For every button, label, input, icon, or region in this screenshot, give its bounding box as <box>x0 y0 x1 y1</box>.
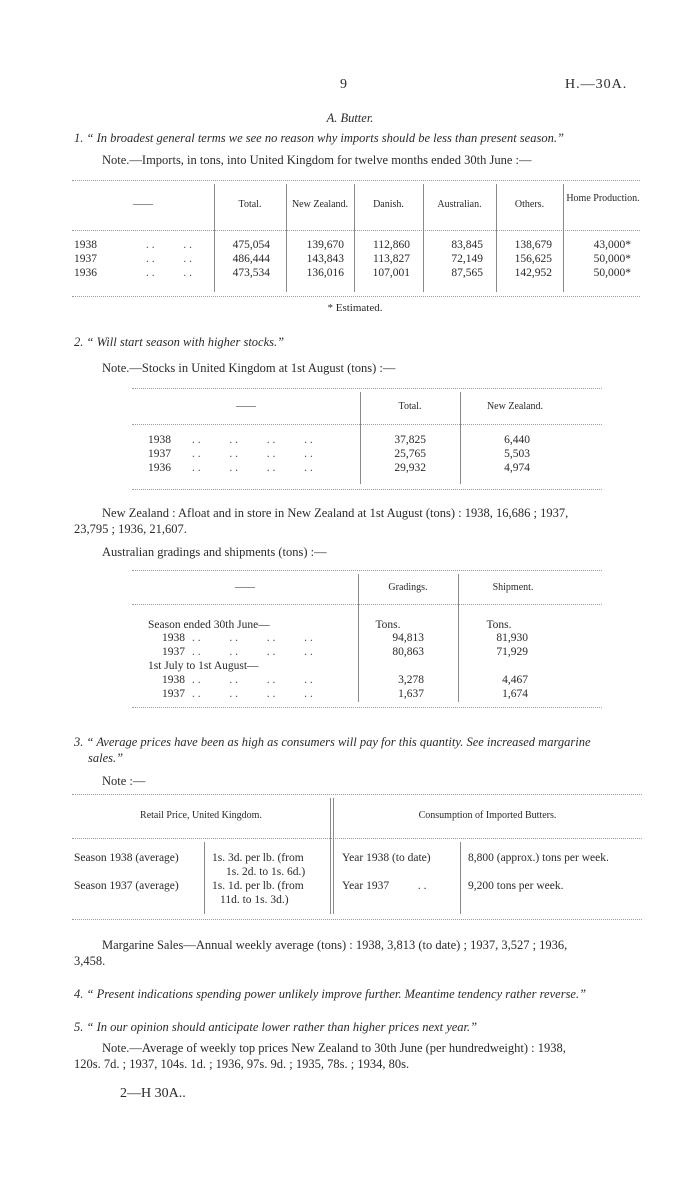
consumption-cell: 9,200 tons per week. <box>468 880 564 892</box>
table-cell: 5,503 <box>504 448 530 460</box>
stocks-header-blank: —— <box>236 401 256 412</box>
season-label: Season 1938 (average) <box>74 852 179 864</box>
leader-dots: . . . . . . . . <box>192 688 313 700</box>
table-row-year: 1937 <box>74 253 97 265</box>
document-reference: H.—30A. <box>565 77 628 92</box>
aus-header-blank: —— <box>235 582 255 593</box>
table-row-year: 1938 <box>148 434 171 446</box>
item2-quote: 2. “ Will start season with higher stocks.” <box>74 335 285 349</box>
stocks-header-total: Total. <box>398 401 422 412</box>
table-cell: 156,625 <box>514 253 552 265</box>
margarine-sales-line1: Margarine Sales—Annual weekly average (tons) : 1938, 3,813 (to date) ; 1937, 3,527 ; 1936, <box>102 938 568 952</box>
imports-header-blank: —— <box>133 199 153 210</box>
table-cell: 4,467 <box>502 674 528 686</box>
australian-heading: Australian gradings and shipments (tons) :— <box>102 545 327 559</box>
table-row-year: 1937 <box>162 688 185 700</box>
aus-header-gradings: Gradings. <box>388 582 428 593</box>
leader-dots: . . . . . . . . <box>192 646 313 658</box>
table-cell: 81,930 <box>496 632 528 644</box>
item5-note-line1: Note.—Average of weekly top prices New Zealand to 30th June (per hundredweight) : 1938, <box>102 1041 566 1055</box>
table-cell: 143,843 <box>306 253 344 265</box>
table-cell: 473,534 <box>232 267 270 279</box>
nz-stocks-paragraph-line1: New Zealand : Afloat and in store in New Zealand at 1st August (tons) : 1938, 16,686 ; 1937, <box>102 506 569 520</box>
consumption-cell: 8,800 (approx.) tons per week. <box>468 852 609 864</box>
leader-dots: . . . . <box>146 239 192 251</box>
item5-note-line2: 120s. 7d. ; 1937, 104s. 1d. ; 1936, 97s. 9d. ; 1935, 78s. ; 1934, 80s. <box>74 1057 410 1071</box>
table-cell: 29,932 <box>394 462 426 474</box>
table-cell: 72,149 <box>451 253 483 265</box>
price-cell: 1s. 3d. per lb. (from <box>212 852 304 864</box>
table-cell: 113,827 <box>373 253 410 265</box>
imports-footnote: * Estimated. <box>327 302 383 314</box>
table-cell: 43,000* <box>593 239 631 251</box>
table-cell: 136,016 <box>306 267 344 279</box>
leader-dots: . . . . <box>146 253 192 265</box>
table-cell: 475,054 <box>232 239 270 251</box>
retail-price-header: Retail Price, United Kingdom. <box>140 810 262 821</box>
table-row-year: 1938 <box>162 674 185 686</box>
stocks-header-nz: New Zealand. <box>486 401 544 412</box>
item2-note: Note.—Stocks in United Kingdom at 1st August (tons) :— <box>102 361 396 375</box>
price-cell: 1s. 2d. to 1s. 6d.) <box>226 866 306 878</box>
aus-subgroup-label: 1st July to 1st August— <box>148 660 259 672</box>
table-cell: 80,863 <box>392 646 424 658</box>
table-cell: 486,444 <box>232 253 270 265</box>
section-title: A. Butter. <box>326 111 374 125</box>
table-row-year: 1938 <box>74 239 97 251</box>
price-cell: 1s. 1d. per lb. (from <box>212 880 304 892</box>
aus-season-label: Season ended 30th June— <box>148 619 270 631</box>
table-cell: 1,674 <box>502 688 528 700</box>
imports-header-others: Others. <box>514 199 545 210</box>
table-cell: 87,565 <box>451 267 483 279</box>
price-cell: 11d. to 1s. 3d.) <box>220 894 289 906</box>
page-signature: 2—H 30A.. <box>120 1086 186 1101</box>
table-row-year: 1936 <box>148 462 171 474</box>
table-cell: 25,765 <box>394 448 426 460</box>
table-row-year: 1937 <box>148 448 171 460</box>
margarine-sales-line2: 3,458. <box>74 954 106 968</box>
aus-gradings-unit: Tons. <box>375 619 401 631</box>
leader-dots: . . . . . . . . <box>192 632 313 644</box>
table-cell: 71,929 <box>496 646 528 658</box>
aus-header-shipment: Shipment. <box>492 582 534 593</box>
table-cell: 37,825 <box>394 434 426 446</box>
item1-note: Note.—Imports, in tons, into United Kingdom for twelve months ended 30th June :— <box>102 153 532 167</box>
leader-dots: . . . . . . . . <box>192 674 313 686</box>
season-label: Season 1937 (average) <box>74 880 179 892</box>
table-cell: 6,440 <box>504 434 530 446</box>
imports-header-total: Total. <box>238 199 262 210</box>
leader-dots: . . . . . . . . <box>192 448 313 460</box>
leader-dots: . . . . . . . . <box>192 462 313 474</box>
year-label: Year 1937 . . <box>342 880 427 892</box>
aus-shipment-unit: Tons. <box>486 619 512 631</box>
table-cell: 107,001 <box>372 267 410 279</box>
item4-quote: 4. “ Present indications spending power unlikely improve further. Meantime tendency rather reverse.” <box>74 987 587 1001</box>
imports-header-australian: Australian. <box>437 199 482 210</box>
leader-dots: . . . . <box>146 267 192 279</box>
item3-quote-line1: 3. “ Average prices have been as high as consumers will pay for this quantity. See increased margarine <box>74 735 591 749</box>
table-cell: 1,637 <box>398 688 424 700</box>
item5-quote: 5. “ In our opinion should anticipate lower rather than higher prices next year.” <box>74 1020 478 1034</box>
table-row-year: 1937 <box>162 646 185 658</box>
leader-dots: . . . . . . . . <box>192 434 313 446</box>
table-cell: 139,670 <box>306 239 344 251</box>
table-row-year: 1938 <box>162 632 185 644</box>
imports-header-danish: Danish. <box>373 199 404 210</box>
imports-header-nz: New Zealand. <box>291 199 349 210</box>
year-label: Year 1938 (to date) <box>342 852 431 864</box>
table-cell: 112,860 <box>373 239 410 251</box>
table-cell: 50,000* <box>593 253 631 265</box>
item3-quote-line2: sales.” <box>88 751 124 765</box>
nz-stocks-paragraph-line2: 23,795 ; 1936, 21,607. <box>74 522 187 536</box>
page-number: 9 <box>340 77 347 92</box>
table-cell: 138,679 <box>514 239 552 251</box>
imports-header-home: Home Production. <box>566 193 640 204</box>
item1-quote: 1. “ In broadest general terms we see no reason why imports should be less than present season.” <box>74 131 564 145</box>
table-cell: 3,278 <box>398 674 424 686</box>
table-cell: 83,845 <box>451 239 483 251</box>
item3-note: Note :— <box>102 774 146 788</box>
table-row-year: 1936 <box>74 267 97 279</box>
consumption-header: Consumption of Imported Butters. <box>418 810 557 821</box>
table-cell: 4,974 <box>504 462 530 474</box>
table-cell: 50,000* <box>593 267 631 279</box>
table-cell: 142,952 <box>514 267 552 279</box>
table-cell: 94,813 <box>392 632 424 644</box>
